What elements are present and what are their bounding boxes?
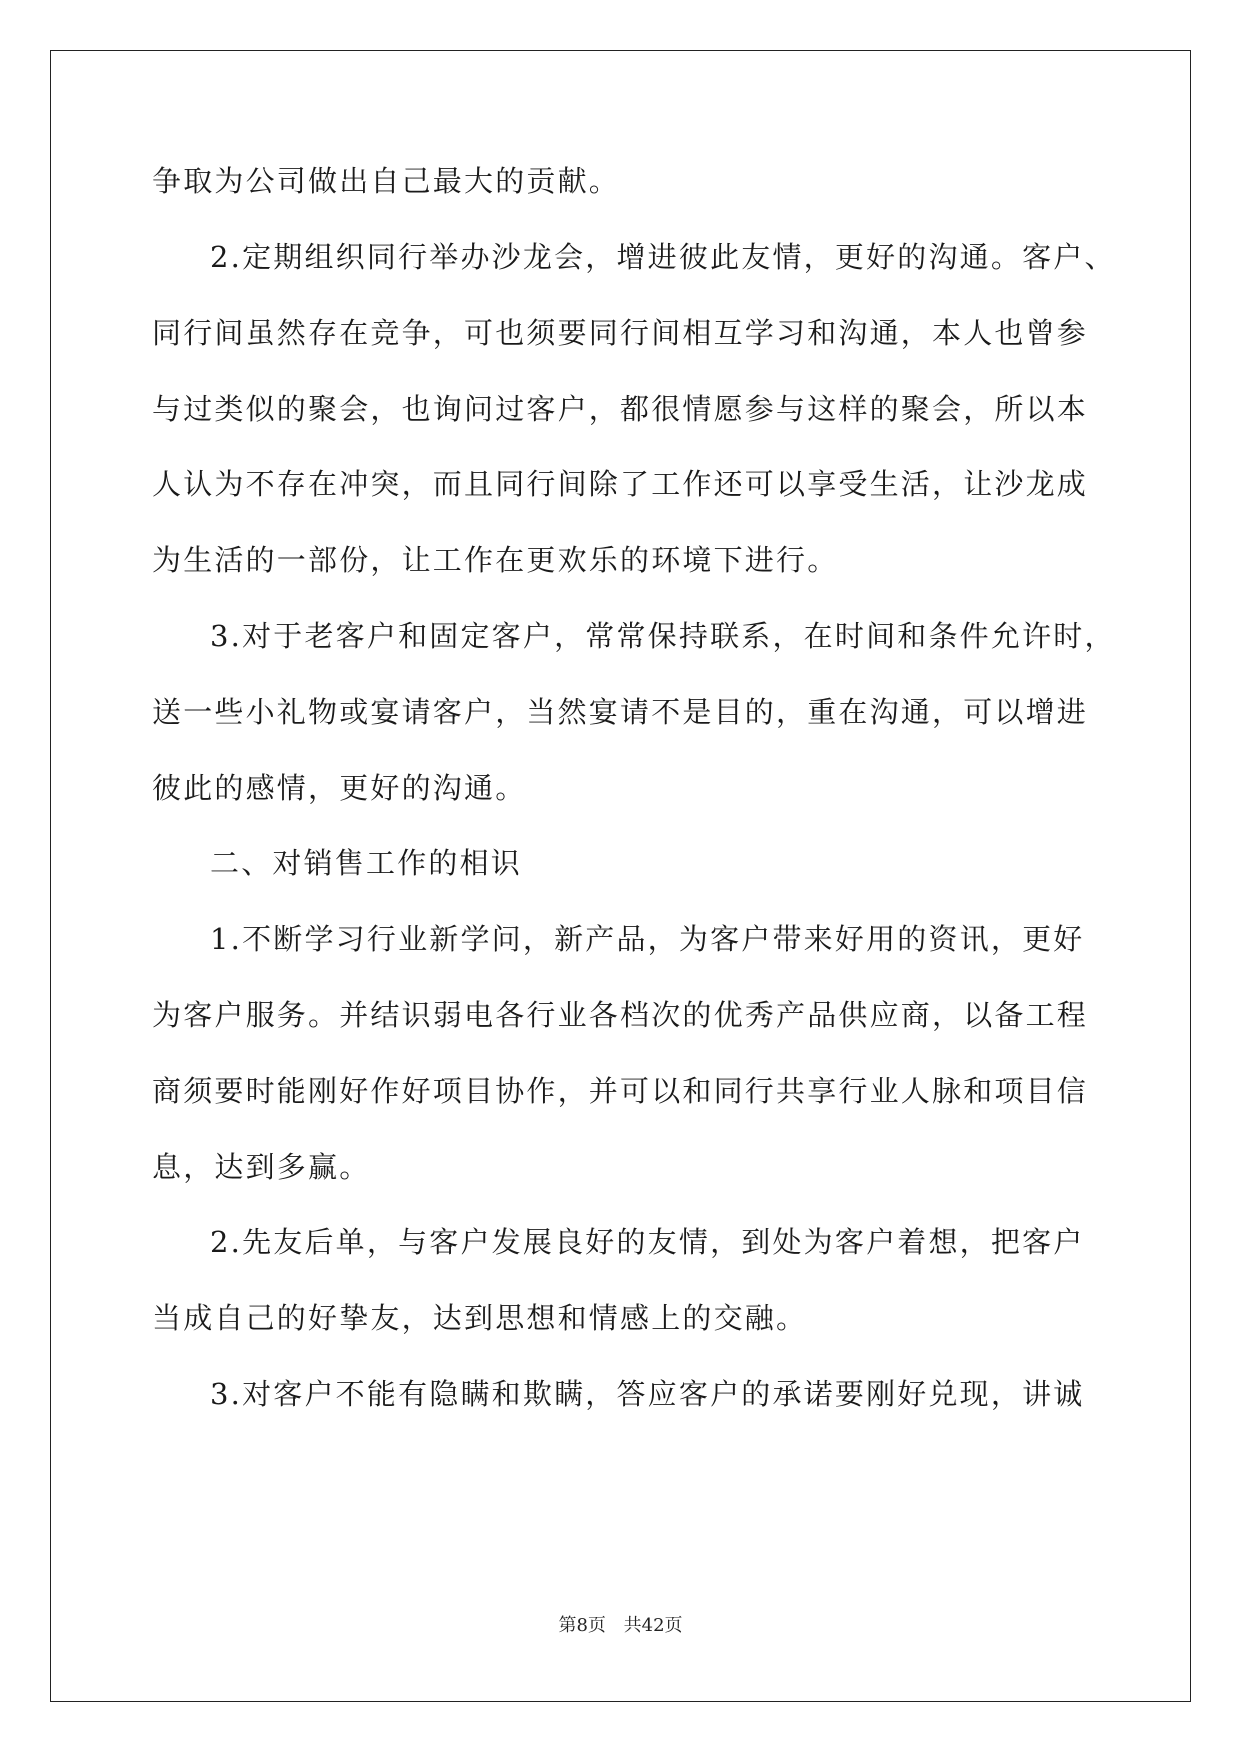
text-line-6: 为生活的一部份，让工作在更欢乐的环境下进行。	[152, 543, 839, 577]
text-line-7: 3.对于老客户和固定客户，常常保持联系，在时间和条件允许时，	[210, 619, 1116, 653]
text-line-12: 为客户服务。并结识弱电各行业各档次的优秀产品供应商，以备工程	[152, 998, 1089, 1032]
text-line-2: 2.定期组织同行举办沙龙会，增进彼此友情，更好的沟通。客户、	[210, 240, 1116, 274]
text-line-13: 商须要时能刚好作好项目协作，并可以和同行共享行业人脉和项目信	[152, 1074, 1089, 1108]
text-line-17: 3.对客户不能有隐瞒和欺瞒，答应客户的承诺要刚好兑现，讲诚	[210, 1377, 1085, 1411]
text-line-5: 人认为不存在冲突，而且同行间除了工作还可以享受生活，让沙龙成	[152, 467, 1089, 501]
section-heading: 二、对销售工作的相识	[210, 846, 523, 880]
text-line-8: 送一些小礼物或宴请客户，当然宴请不是目的，重在沟通，可以增进	[152, 695, 1089, 729]
text-line-11: 1.不断学习行业新学问，新产品，为客户带来好用的资讯，更好	[210, 922, 1085, 956]
text-line-14: 息，达到多赢。	[152, 1150, 371, 1184]
text-line-9: 彼此的感情，更好的沟通。	[152, 771, 527, 805]
text-line-4: 与过类似的聚会，也询问过客户，都很情愿参与这样的聚会，所以本	[152, 392, 1089, 426]
text-line-3: 同行间虽然存在竞争，可也须要同行间相互学习和沟通，本人也曾参	[152, 316, 1089, 350]
page-footer	[0, 1614, 1241, 1638]
text-line-1: 争取为公司做出自己最大的贡献。	[152, 164, 621, 198]
text-line-15: 2.先友后单，与客户发展良好的友情，到处为客户着想，把客户	[210, 1225, 1085, 1259]
page-number: 第8页	[558, 1615, 606, 1636]
page-total: 共42页	[623, 1615, 683, 1636]
text-line-16: 当成自己的好挚友，达到思想和情感上的交融。	[152, 1301, 808, 1335]
